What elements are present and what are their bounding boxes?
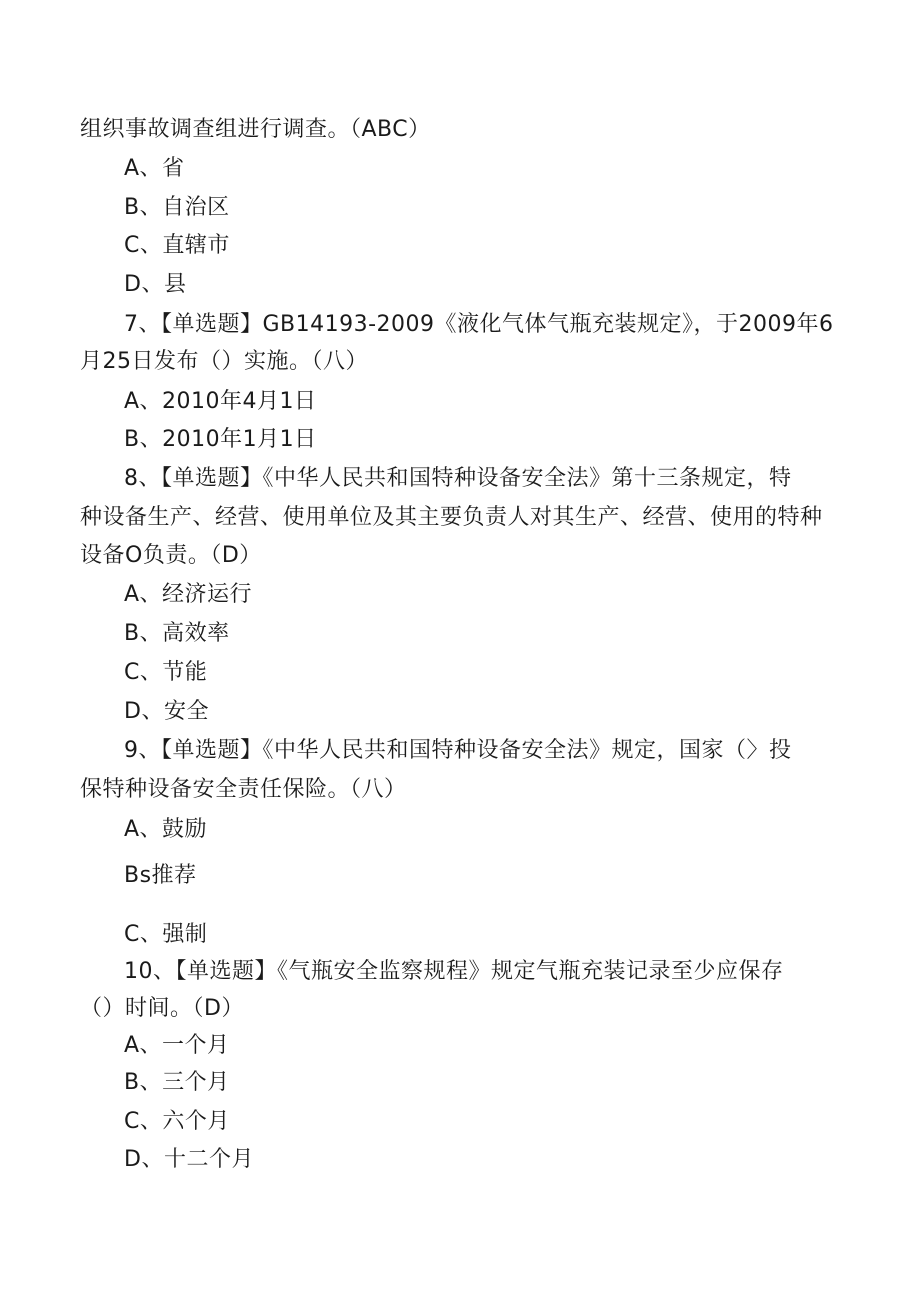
q6-option-b: B、自治区 <box>124 195 230 220</box>
q8-option-b: B、高效率 <box>124 621 230 646</box>
question-7-line-1: 7、【单选题】GB14193-2009《液化气体气瓶充装规定》，于2009年6 <box>124 312 834 337</box>
q9-option-b: Bs推荐 <box>124 863 197 888</box>
q10-option-b: B、三个月 <box>124 1070 230 1095</box>
question-7-line-2: 月25日发布（）实施。（八） <box>80 349 368 374</box>
q7-option-b: B、2010年1月1日 <box>124 427 317 452</box>
question-8-line-1: 8、【单选题】《中华人民共和国特种设备安全法》第十三条规定，特 <box>124 466 792 491</box>
question-10-line-2: （）时间。（D） <box>80 996 244 1021</box>
q8-option-d: D、安全 <box>124 699 209 724</box>
question-9-line-1: 9、【单选题】《中华人民共和国特种设备安全法》规定，国家（〉投 <box>124 738 792 763</box>
question-6-continuation: 组织事故调查组进行调查。（ABC） <box>80 117 431 142</box>
question-8-line-2: 种设备生产、经营、使用单位及其主要负责人对其生产、经营、使用的特种 <box>80 505 823 530</box>
q7-option-a: A、2010年4月1日 <box>124 389 317 414</box>
q9-option-c: C、强制 <box>124 922 208 947</box>
q9-option-a: A、鼓励 <box>124 817 208 842</box>
q6-option-c: C、直辖市 <box>124 233 230 258</box>
question-10-line-1: 10、【单选题】《气瓶安全监察规程》规定气瓶充装记录至少应保存 <box>124 959 784 984</box>
q8-option-a: A、经济运行 <box>124 582 253 607</box>
q10-option-a: A、一个月 <box>124 1033 230 1058</box>
q8-option-c: C、节能 <box>124 660 208 685</box>
q6-option-a: A、省 <box>124 156 185 181</box>
q6-option-d: D、县 <box>124 272 187 297</box>
q10-option-c: C、六个月 <box>124 1109 230 1134</box>
question-9-line-2: 保特种设备安全责任保险。（八） <box>80 777 407 802</box>
q10-option-d: D、十二个月 <box>124 1147 254 1172</box>
question-8-line-3: 设备O负责。（D） <box>80 543 262 568</box>
